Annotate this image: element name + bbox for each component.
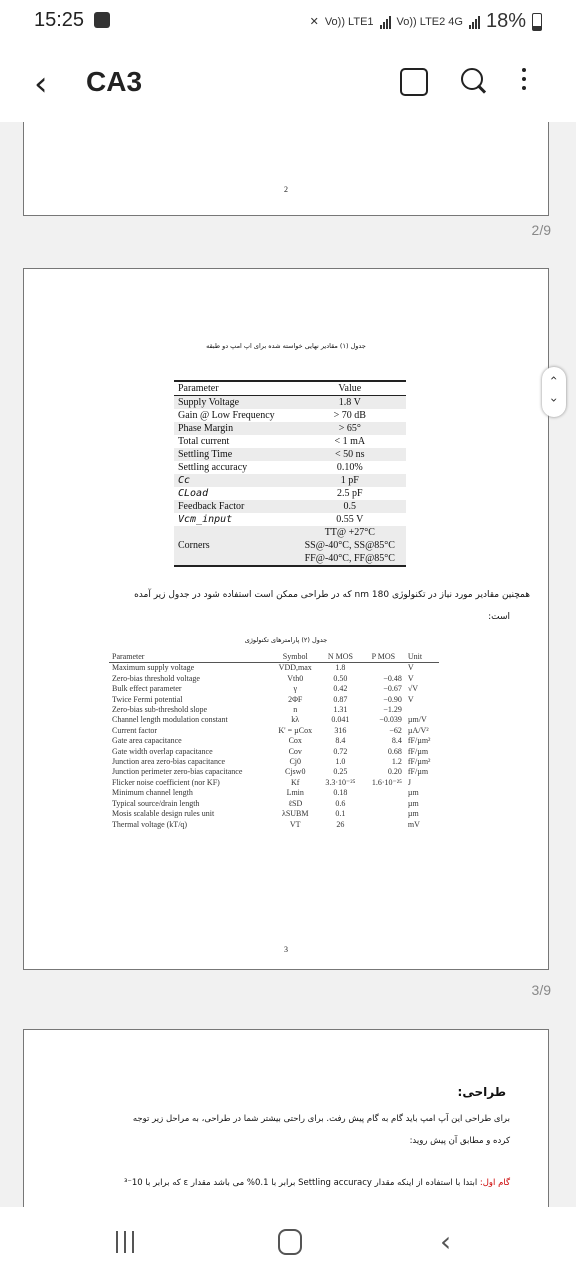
more-options-icon[interactable] [522, 68, 526, 95]
paragraph-line: برای طراحی این آپ امپ باید گام به گام پیش رفت. برای راحتی بیشتر شما در طراحی، به مراحل زیر توجه [132, 1114, 510, 1124]
search-icon[interactable] [461, 68, 483, 90]
back-arrow-icon[interactable]: ‹ [34, 64, 48, 104]
table-row: Mosis scalable design rules unit λSUBM 0.1 µm [112, 809, 419, 819]
battery-percent: 18% [485, 10, 526, 32]
paragraph-line: کرده و مطابق آن پیش روید: [409, 1136, 510, 1146]
table-row: Cc 1 pF [174, 474, 406, 487]
table-row: Twice Fermi potential 2ΦF 0.87 −0.90 V [112, 694, 414, 704]
page-footer-number: 2 [284, 185, 288, 194]
pdf-page-3 [23, 268, 549, 970]
edit-icon[interactable] [400, 68, 428, 96]
table-row: Total current < 1 mA [178, 436, 366, 447]
page-indicator: 2/9 [531, 222, 551, 238]
table-row: Current factor K' = µCox 316 −62 µA/V² [112, 725, 429, 735]
network1-label: Vo)) LTE1 [324, 15, 374, 28]
app-bar [0, 42, 576, 122]
table-row: Zero-bias threshold voltage Vth0 0.50 −0.48 V [112, 673, 414, 683]
table-row: Junction perimeter zero-bias capacitance Cjsw0 0.25 0.20 fF/µm [112, 767, 429, 777]
battery-icon [532, 13, 542, 31]
paragraph-line: است: [488, 612, 510, 622]
table-row: Vcm_input 0.55 V [178, 514, 364, 525]
technology-table [109, 652, 439, 830]
table2-caption: جدول (۲) پارامترهای تکنولوژی [244, 636, 328, 644]
table1-caption: جدول (۱) مقادیر نهایی خواسته شده برای اپ امپ دو طبقه [206, 342, 366, 350]
table-row: Gate area capacitance Cox 8.4 8.4 fF/µm² [112, 736, 431, 746]
table-row: Flicker noise coefficient (nor KF) Kf 3.3·10⁻²⁵ 1.6·10⁻²⁵ J [112, 777, 412, 787]
system-nav-bar [0, 1207, 576, 1280]
table-header-row: Parameter Symbol N MOS P MOS Unit [109, 652, 439, 663]
table-row: Settling Time < 50 ns [174, 448, 406, 461]
table-row: Gate width overlap capacitance Cov 0.72 0.68 fF/µm [112, 746, 429, 756]
gallery-notification-icon [94, 12, 110, 28]
table-row: Phase Margin > 65° [174, 422, 406, 435]
signal1-icon [380, 15, 391, 29]
table-row: Feedback Factor 0.5 [174, 500, 406, 513]
page-indicator: 3/9 [531, 982, 551, 998]
pdf-page-4 [23, 1029, 549, 1207]
signal2-icon [469, 15, 480, 29]
table-row: Minimum channel length Lmin 0.18 µm [112, 788, 419, 798]
table-row: CLoad 2.5 pF [178, 488, 363, 499]
status-indicators [310, 10, 542, 33]
document-title: CA3 [86, 66, 143, 97]
network2-label: Vo)) LTE2 4G [396, 15, 463, 28]
clock: 15:25 [34, 9, 85, 31]
table-row: Bulk effect parameter γ 0.42 −0.67 √V [112, 684, 419, 694]
table-row: Gain @ Low Frequency > 70 dB [178, 410, 366, 421]
back-nav-icon[interactable]: ‹ [440, 1225, 452, 1258]
page-navigator [542, 367, 566, 417]
column-header: Value [294, 381, 406, 396]
table-row: Junction area zero-bias capacitance Cj0 1.0 1.2 fF/µm² [112, 757, 431, 767]
step-label: گام اول: [479, 1178, 510, 1188]
recents-icon[interactable] [116, 1231, 134, 1253]
column-header: Parameter [174, 381, 294, 396]
paragraph-line: همچنین مقادیر مورد نیاز در تکنولوژی 180 nm که در طراحی ممکن است استفاده شود در جدول زیر آمده [134, 590, 530, 600]
table-row: Maximum supply voltage VDD,max 1.8 V [112, 663, 414, 673]
page-footer-number: 3 [284, 945, 288, 954]
table-row: Thermal voltage (kT/q) VT 26 mV [112, 819, 420, 829]
step-text: ابتدا با استفاده از اینکه مقدار Settling accuracy برابر با 0.1% می باشد مقدار ε که برابر با 10⁻³ [123, 1178, 478, 1188]
table-row: Typical source/drain length ℓSD 0.6 µm [112, 798, 419, 808]
mute-icon: ✕ [309, 16, 319, 28]
status-bar [0, 0, 576, 42]
paragraph-line [54, 1173, 510, 1193]
table-row: Zero-bias sub-threshold slope n 1.31 −1.29 [112, 705, 402, 715]
pdf-page-2 [23, 122, 549, 216]
table-row: Settling accuracy 0.10% [178, 462, 363, 473]
spec-table [174, 380, 406, 567]
table-row-corners: Corners TT@ +27°C SS@-40°C, SS@85°C FF@-40°C, FF@85°C [174, 526, 406, 566]
table-row: Channel length modulation constant kλ 0.041 −0.039 µm/V [112, 715, 427, 725]
chevron-down-icon[interactable]: › [547, 397, 561, 403]
chevron-up-icon[interactable]: ‹ [547, 375, 561, 381]
home-icon[interactable] [278, 1229, 302, 1255]
table-row: Supply Voltage 1.8 V [174, 396, 406, 410]
section-heading: طراحی: [457, 1085, 506, 1099]
